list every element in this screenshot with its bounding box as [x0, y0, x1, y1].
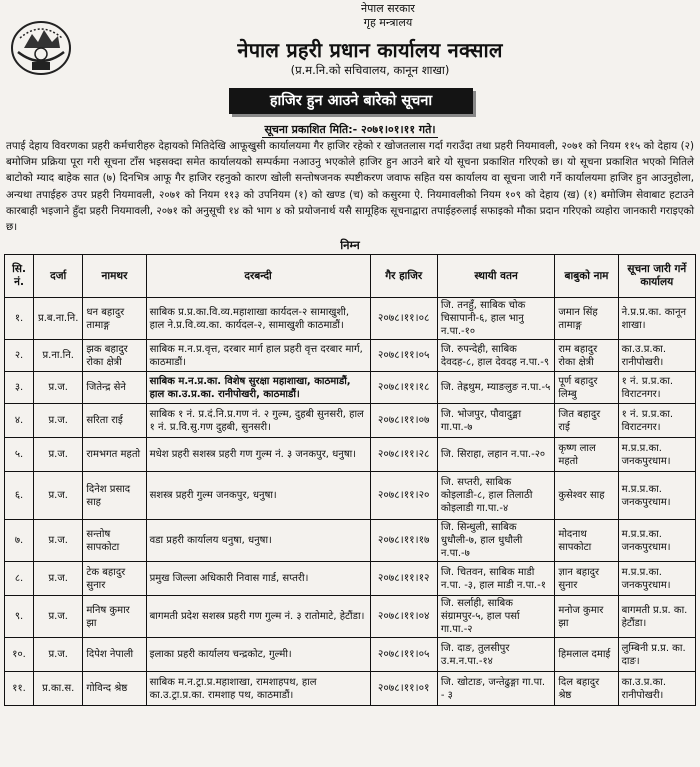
header-issuing-office: सूचना जारी गर्ने कार्यालय [618, 255, 695, 298]
table-row [5, 372, 696, 404]
header-address: स्थायी वतन [437, 255, 555, 298]
cell-serial: १. [5, 298, 34, 340]
header-father: बाबुको नाम [555, 255, 618, 298]
office-title: नेपाल प्रहरी प्रधान कार्यालय नक्साल [237, 38, 503, 62]
cell-rank: प्र.ना.नि. [34, 340, 83, 372]
cell-rank: प्र.ज. [34, 472, 83, 520]
cell-address: जि. सिन्धुली, साबिक धुधौली-७, हाल धुधौली न.पा.-७ [437, 520, 555, 562]
cell-absent: २०७८।११।०८ [370, 298, 437, 340]
notice-title: हाजिर हुन आउने बारेको सूचना [229, 88, 473, 114]
cell-office: ने.प्र.प्र.का. कानून शाखा। [618, 298, 695, 340]
cell-name: रामभगत महतो [83, 438, 146, 472]
cell-absent: २०७८।११।२८ [370, 438, 437, 472]
cell-name: मनिष कुमार झा [83, 596, 146, 638]
cell-name: झक बहादुर रोका क्षेत्री [83, 340, 146, 372]
cell-rank: प्र.का.स. [34, 672, 83, 706]
cell-office: १ नं. प्र.प्र.का. विराटनगर। [618, 404, 695, 438]
cell-absent: २०७८।११।१७ [370, 520, 437, 562]
table-row [5, 298, 696, 340]
cell-serial: ७. [5, 520, 34, 562]
cell-father: कुसेश्वर साह [555, 472, 618, 520]
published-date-text: सूचना प्रकाशित मिति:- २०७१।०१।११ गते। [264, 123, 436, 136]
cell-father: मनोज कुमार झा [555, 596, 618, 638]
header-absent: गैर हाजिर [370, 255, 437, 298]
cell-father: कृष्ण लाल महतो [555, 438, 618, 472]
cell-father: दिल बहादुर श्रेष्ठ [555, 672, 618, 706]
cell-name: टेक बहादुर सुनार [83, 562, 146, 596]
cell-serial: ४. [5, 404, 34, 438]
notice-body: तपाई देहाय विवरणका प्रहरी कर्मचारीहरु देहायको मितिदेखि आफूखुसी कार्यालयमा गैर हाजिर रहेको र खोजतलास गर्दा गराउँदा तथा प्रहरी नियमावली, २०७१ को नियम ११५ को देहाय (२) बमोजिम प्रक्रिया पूरा गरी सूचना टाँस भइसक्दा समेत कार्यालयको सम्पर्कमा नआउनु भएकोले हाजिर हुन आउने बारे यो सूचना प्रकाशित गरिएको छ। यो सूचना प्रकाशित भएको मितिले बाटोको म्याद बाहेक सात (७) दिनभित्र आफू गैर हाजिर रहनुको कारण खोली सन्तोषजनक स्पष्टीकरण जवाफ सहित यस कार्यालय वा सूचना जारी गर्ने कार्यालयमा हाजिर हुन आउनुहोला, अन्यथा तपाईहरु उपर प्रहरी नियमावली, २०७१ को नियम ११३ को उपनियम (१) को खण्ड (च) को कसुरमा ऐ. नियमावलीको नियम १०९ को देहाय (ख) (१) बमोजिम सेवाबाट हटाउने कारबाही भइजाने हुँदा प्रहरी नियमावली, २०७१ को अनुसूची १४ को भाग ४ को प्रयोजनार्थ यसै सामूहिक सूचनाद्वारा तपाईहरुलाई सफाइको मौका प्रदान गरिएको व्यहोरा जानकारी गराइएको छ। [6, 140, 694, 234]
cell-father: हिमलाल दमाई [555, 638, 618, 672]
table-row [5, 596, 696, 638]
header-post: दरबन्दी [146, 255, 370, 298]
cell-address: जि. रुपन्देही, साबिक देवदह-८, हाल देवदह न.पा.-९ [437, 340, 555, 372]
cell-serial: ३. [5, 372, 34, 404]
cell-office: म.प्र.प्र.का. जनकपुरधाम। [618, 438, 695, 472]
cell-rank: प्र.ज. [34, 404, 83, 438]
cell-absent: २०७८।११।०१ [370, 672, 437, 706]
cell-office: का.उ.प्र.का. रानीपोखरी। [618, 340, 695, 372]
table-header-row [5, 255, 696, 298]
cell-post: साबिक म.न.प्र.वृत्त, दरबार मार्ग हाल प्रहरी वृत्त दरबार मार्ग, काठमाडौं। [146, 340, 370, 372]
cell-office: का.उ.प्र.का. रानीपोखरी। [618, 672, 695, 706]
cell-address: जि. तनहुँ, साबिक चोक चिसापानी-६, हाल भानु न.पा.-१० [437, 298, 555, 340]
cell-address: जि. दाङ, तुलसीपुर उ.म.न.पा.-१४ [437, 638, 555, 672]
cell-post: साबिक प्र.प्र.का.वि.व्य.महाशाखा कार्यदल-२ सामाखुशी, हाल ने.प्र.वि.व्य.का. कार्यदल-२, सामाखुशी काठमाडौं। [146, 298, 370, 340]
cell-post: वडा प्रहरी कार्यालय धनुषा, धनुषा। [146, 520, 370, 562]
cell-post: इलाका प्रहरी कार्यालय चन्द्रकोट, गुल्मी। [146, 638, 370, 672]
cell-serial: ११. [5, 672, 34, 706]
cell-address: जि. तेह्रथुम, म्याङलुङ न.पा.-५ [437, 372, 555, 404]
cell-office: बागमती प्र.प्र. का. हेटौंडा। [618, 596, 695, 638]
office-subtitle: (प्र.म.नि.को सचिवालय, कानून शाखा) [290, 63, 450, 77]
published-date [0, 122, 700, 137]
cell-office: लुम्बिनी प्र.प्र. का. दाङ। [618, 638, 695, 672]
cell-name: सरिता राई [83, 404, 146, 438]
cell-absent: २०७८।११।०७ [370, 404, 437, 438]
cell-father: मोदनाथ सापकोटा [555, 520, 618, 562]
cell-absent: २०७८।११।०४ [370, 596, 437, 638]
cell-rank: प्र.ज. [34, 562, 83, 596]
cell-father: जित बहादुर राई [555, 404, 618, 438]
cell-post: मधेश प्रहरी सशस्त्र प्रहरी गण गुल्म नं. ३ जनकपुर, धनुषा। [146, 438, 370, 472]
header-name: नामथर [83, 255, 146, 298]
government-label: नेपाल सरकार [361, 2, 415, 15]
cell-address: जि. सर्लाही, साबिक संग्रामपुर-५, हाल पर्सा गा.पा.-२ [437, 596, 555, 638]
cell-address: जि. खोटाङ, जन्तेढुङ्गा गा.पा. - ३ [437, 672, 555, 706]
header-rank: दर्जा [34, 255, 83, 298]
cell-rank: प्र.ज. [34, 372, 83, 404]
cell-serial: ५. [5, 438, 34, 472]
cell-name: धन बहादुर तामाङ्ग [83, 298, 146, 340]
cell-address: जि. चितवन, साबिक माडी न.पा. -३, हाल माडी न.पा.-१ [437, 562, 555, 596]
cell-name: सन्तोष सापकोटा [83, 520, 146, 562]
cell-address: जि. सिराहा, लहान न.पा.-२० [437, 438, 555, 472]
cell-name: दिपेश नेपाली [83, 638, 146, 672]
header-serial: सि. नं. [5, 255, 34, 298]
list-heading: निम्न [340, 238, 360, 252]
cell-name: गोविन्द श्रेष्ठ [83, 672, 146, 706]
cell-absent: २०७८।११।०५ [370, 638, 437, 672]
cell-office: म.प्र.प्र.का. जनकपुरधाम। [618, 562, 695, 596]
cell-rank: प्र.ज. [34, 596, 83, 638]
cell-rank: प्र.ज. [34, 520, 83, 562]
cell-address: जि. भोजपुर, पौवादुङ्मा गा.पा.-७ [437, 404, 555, 438]
table-row [5, 638, 696, 672]
cell-father: पूर्ण बहादुर लिम्बु [555, 372, 618, 404]
table-row [5, 562, 696, 596]
table-row [5, 472, 696, 520]
cell-serial: ९. [5, 596, 34, 638]
cell-serial: २. [5, 340, 34, 372]
table-row [5, 438, 696, 472]
table-row [5, 672, 696, 706]
cell-rank: प्र.ब.ना.नि. [34, 298, 83, 340]
cell-serial: १०. [5, 638, 34, 672]
cell-post: सशस्त्र प्रहरी गुल्म जनकपुर, धनुषा। [146, 472, 370, 520]
cell-post: प्रमुख जिल्ला अधिकारी निवास गार्ड, सप्तरी। [146, 562, 370, 596]
cell-father: जमान सिंह तामाङ्ग [555, 298, 618, 340]
cell-post: साबिक १ नं. प्र.दं.नि.प्र.गण नं. २ गुल्म, दुहबी सुनसरी, हाल १ नं. प्र.वि.सु.गण दुहबी, सुनसरी। [146, 404, 370, 438]
ministry-label: गृह मन्त्रालय [363, 16, 413, 29]
cell-serial: ८. [5, 562, 34, 596]
cell-absent: २०७८।११।१२ [370, 562, 437, 596]
cell-office: म.प्र.प्र.का. जनकपुरधाम। [618, 520, 695, 562]
cell-name: जितेन्द्र सेने [83, 372, 146, 404]
cell-absent: २०७८।११।२० [370, 472, 437, 520]
cell-post: बागमती प्रदेश सशस्त्र प्रहरी गण गुल्म नं. ३ रातोमाटे, हेटौंडा। [146, 596, 370, 638]
cell-father: राम बहादुर रोका क्षेत्री [555, 340, 618, 372]
cell-address: जि. सप्तरी, साबिक कोइलाडी-८, हाल तिलाठी कोइलाडी गा.पा.-४ [437, 472, 555, 520]
cell-name: दिनेश प्रसाद साह [83, 472, 146, 520]
absentee-table [4, 254, 696, 706]
cell-post: साबिक म.न.प्र.का. विशेष सुरक्षा महाशाखा, काठमाडौं, हाल का.उ.प्र.का. रानीपोखरी, काठमाडौं। [146, 372, 370, 404]
table-row [5, 520, 696, 562]
cell-rank: प्र.ज. [34, 438, 83, 472]
cell-father: ज्ञान बहादुर सुनार [555, 562, 618, 596]
cell-office: १ नं. प्र.प्र.का. विराटनगर। [618, 372, 695, 404]
cell-absent: २०७८।११।०५ [370, 340, 437, 372]
cell-rank: प्र.ज. [34, 638, 83, 672]
cell-office: म.प्र.प्र.का. जनकपुरधाम। [618, 472, 695, 520]
cell-absent: २०७८।११।१८ [370, 372, 437, 404]
table-row [5, 340, 696, 372]
cell-serial: ६. [5, 472, 34, 520]
table-row [5, 404, 696, 438]
cell-post: साबिक म.न.ट्रा.प्र.महाशाखा, रामशाहपथ, हाल का.उ.ट्रा.प्र.का. रामशाह पथ, काठमाडौं। [146, 672, 370, 706]
